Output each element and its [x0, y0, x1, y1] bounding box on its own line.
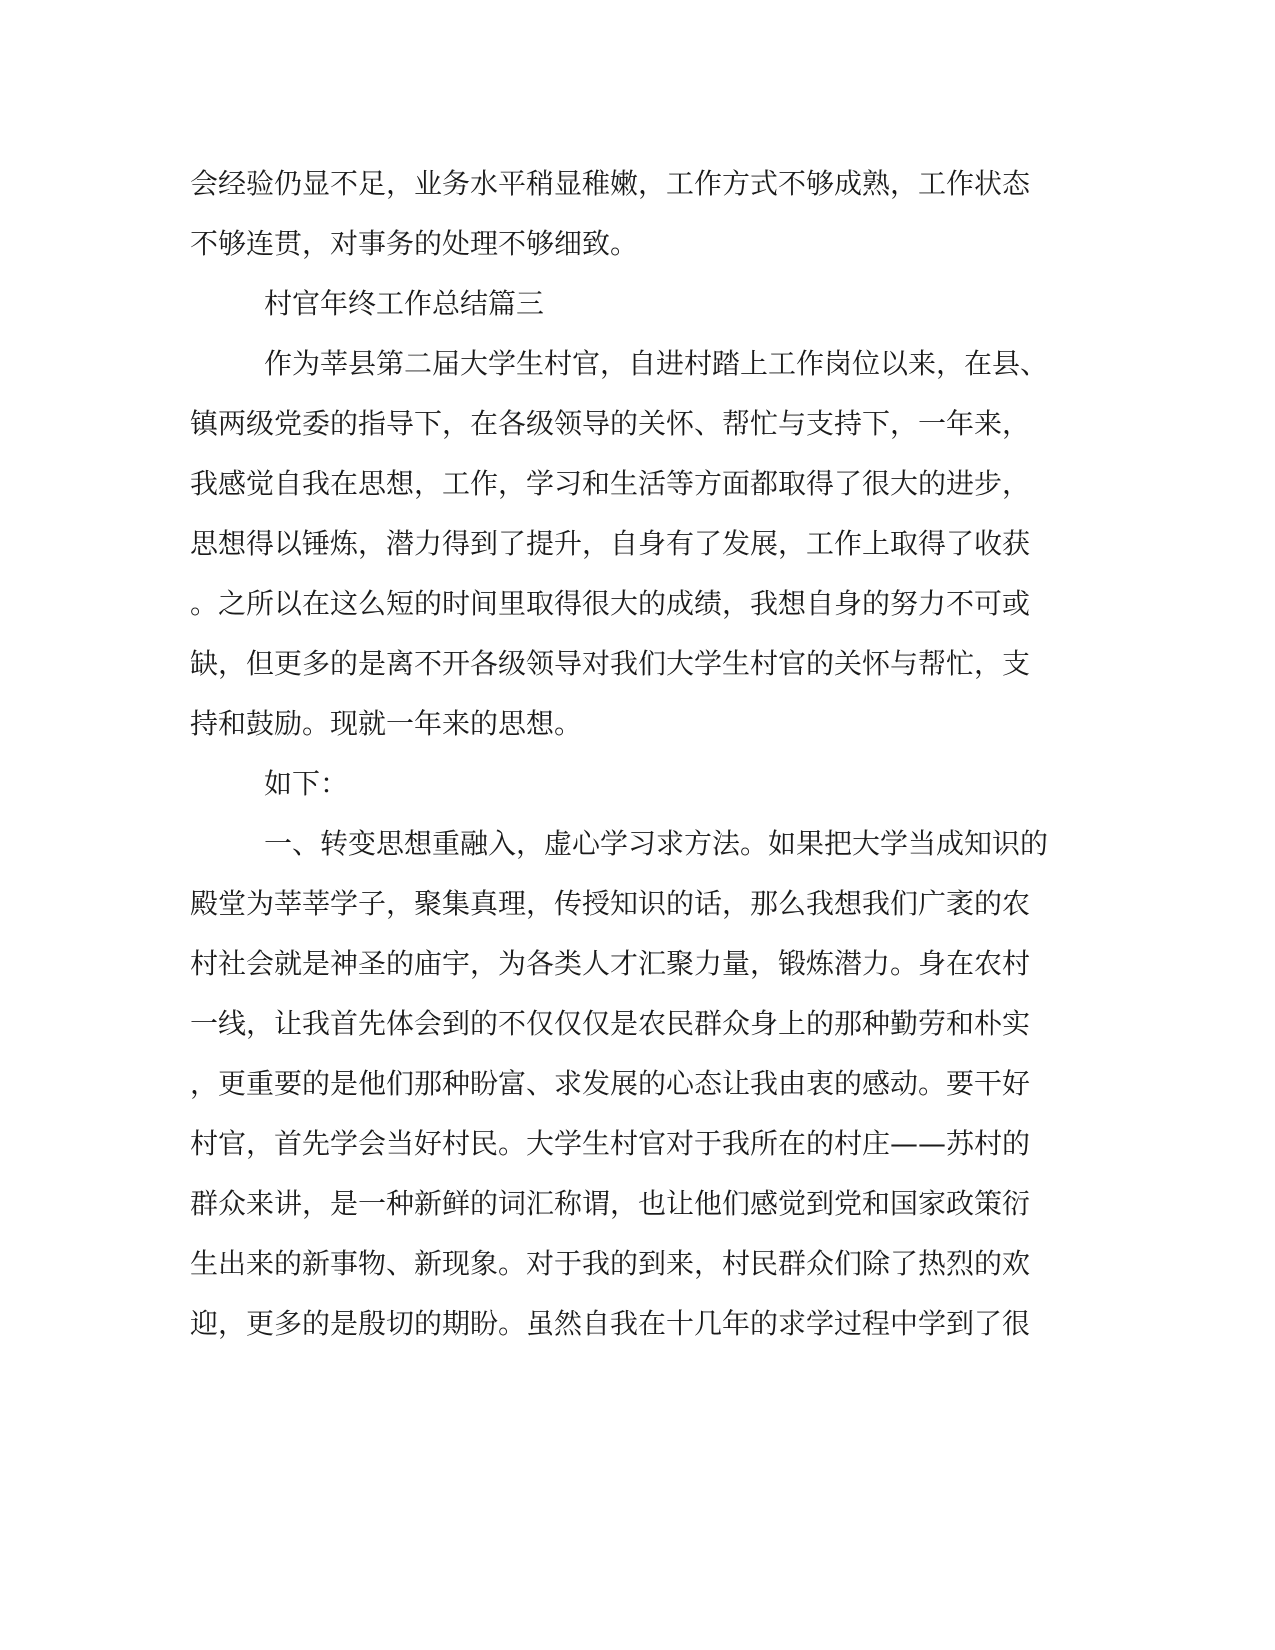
text-line-12: 一、转变思想重融入，虚心学习求方法。如果把大学当成知识的 [264, 827, 1049, 860]
text-line-7: 思想得以锤炼，潜力得到了提升，自身有了发展，工作上取得了收获 [190, 527, 1031, 560]
section-heading: 村官年终工作总结篇三 [264, 287, 545, 320]
text-line-20: 迎，更多的是殷切的期盼。虽然自我在十几年的求学过程中学到了很 [190, 1307, 1031, 1340]
text-line-19: 生出来的新事物、新现象。对于我的到来，村民群众们除了热烈的欢 [190, 1247, 1031, 1280]
text-line-17: 村官，首先学会当好村民。大学生村官对于我所在的村庄——苏村的 [190, 1127, 1031, 1160]
text-line-1: 会经验仍显不足，业务水平稍显稚嫩，工作方式不够成熟，工作状态 [190, 167, 1031, 200]
text-line-14: 村社会就是神圣的庙宇，为各类人才汇聚力量，锻炼潜力。身在农村 [190, 947, 1031, 980]
text-line-18: 群众来讲，是一种新鲜的词汇称谓，也让他们感觉到党和国家政策衍 [190, 1187, 1031, 1220]
text-line-5: 镇两级党委的指导下，在各级领导的关怀、帮忙与支持下，一年来， [190, 407, 1031, 440]
text-line-6: 我感觉自我在思想，工作，学习和生活等方面都取得了很大的进步， [190, 467, 1031, 500]
text-line-8: 。之所以在这么短的时间里取得很大的成绩，我想自身的努力不可或 [190, 587, 1031, 620]
text-line-11: 如下： [264, 767, 349, 800]
text-line-9: 缺，但更多的是离不开各级领导对我们大学生村官的关怀与帮忙，支 [190, 647, 1031, 680]
text-line-13: 殿堂为莘莘学子，聚集真理，传授知识的话，那么我想我们广袤的农 [190, 887, 1031, 920]
text-line-2: 不够连贯，对事务的处理不够细致。 [190, 227, 639, 260]
text-line-10: 持和鼓励。现就一年来的思想。 [190, 707, 583, 740]
text-line-4: 作为莘县第二届大学生村官，自进村踏上工作岗位以来，在县、 [264, 347, 1049, 380]
text-line-15: 一线，让我首先体会到的不仅仅仅是农民群众身上的那种勤劳和朴实 [190, 1007, 1031, 1040]
text-line-16: ，更重要的是他们那种盼富、求发展的心态让我由衷的感动。要干好 [190, 1067, 1031, 1100]
document-body [190, 154, 1070, 1354]
